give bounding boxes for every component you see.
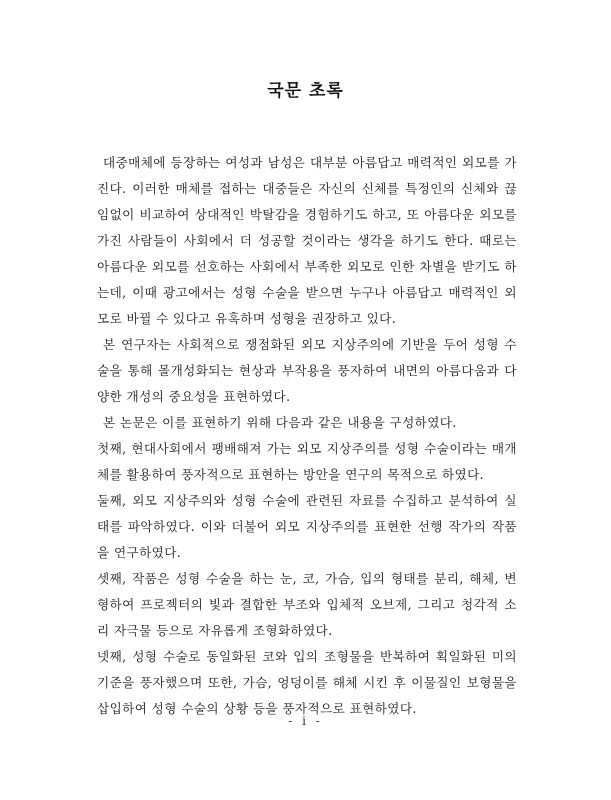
body-line: 양한 개성의 중요성을 표현하였다. [97, 389, 291, 404]
body-line: 본 논문은 이를 표현하기 위해 다음과 같은 내용을 구성하였다. [103, 415, 457, 430]
body-line: 첫째, 현대사회에서 팽배해져 가는 외모 지상주의를 성형 수술이라는 매개 [97, 441, 517, 456]
body-line: 임없이 비교하여 상대적인 박탈감을 경험하기도 하고, 또 아름다운 외모를 [97, 207, 517, 222]
body-line: 는데, 이때 광고에서는 성형 수술을 받으면 누구나 아름답고 매력적인 외 [97, 285, 517, 300]
body-line: 넷째, 성형 수술로 동일화된 코와 입의 조형물을 반복하여 획일화된 미의 [97, 649, 517, 664]
body-line: 가진 사람들이 사회에서 더 성공할 것이라는 생각을 하기도 한다. 때로는 [97, 233, 517, 248]
body-line: 체를 활용하여 풍자적으로 표현하는 방안을 연구의 목적으로 하였다. [97, 467, 485, 482]
body-line: 셋째, 작품은 성형 수술을 하는 눈, 코, 가슴, 입의 형태를 분리, 해체, 변 [97, 571, 517, 586]
body-line: 둘째, 외모 지상주의와 성형 수술에 관련된 자료를 수집하고 분석하여 실 [97, 493, 517, 508]
body-line: 삽입하여 성형 수술의 상황 등을 풍자적으로 표현하였다. [97, 701, 417, 716]
body-line: 모로 바뀔 수 있다고 유혹하며 성형을 권장하고 있다. [97, 311, 397, 326]
body-line: 술을 통해 몰개성화되는 현상과 부작용을 풍자하여 내면의 아름다움과 다 [97, 363, 517, 378]
body-line: 태를 파악하였다. 이와 더불어 외모 지상주의를 표현한 선행 작가의 작품 [97, 519, 517, 534]
body-line: 형하여 프로젝터의 빛과 결합한 부조와 입체적 오브제, 그리고 청각적 소 [97, 597, 517, 612]
body-line: 대중매체에 등장하는 여성과 남성은 대부분 아름답고 매력적인 외모를 가 [103, 155, 517, 170]
body-line: 진다. 이러한 매체를 접하는 대중들은 자신의 신체를 특정인의 신체와 끊 [97, 181, 517, 196]
body-line: 을 연구하였다. [97, 545, 182, 560]
body-line: 리 자극물 등으로 자유롭게 조형화하였다. [97, 623, 333, 638]
abstract-title: 국문 초록 [267, 81, 344, 101]
body-line: 아름다운 외모를 선호하는 사회에서 부족한 외모로 인한 차별을 받기도 하 [97, 259, 517, 274]
page-number: - i - [288, 714, 323, 728]
body-line: 본 연구자는 사회적으로 쟁점화된 외모 지상주의에 기반을 두어 성형 수 [103, 337, 517, 352]
body-line: 기준을 풍자했으며 또한, 가슴, 엉덩이를 해체 시킨 후 이물질인 보형물을 [97, 675, 517, 690]
